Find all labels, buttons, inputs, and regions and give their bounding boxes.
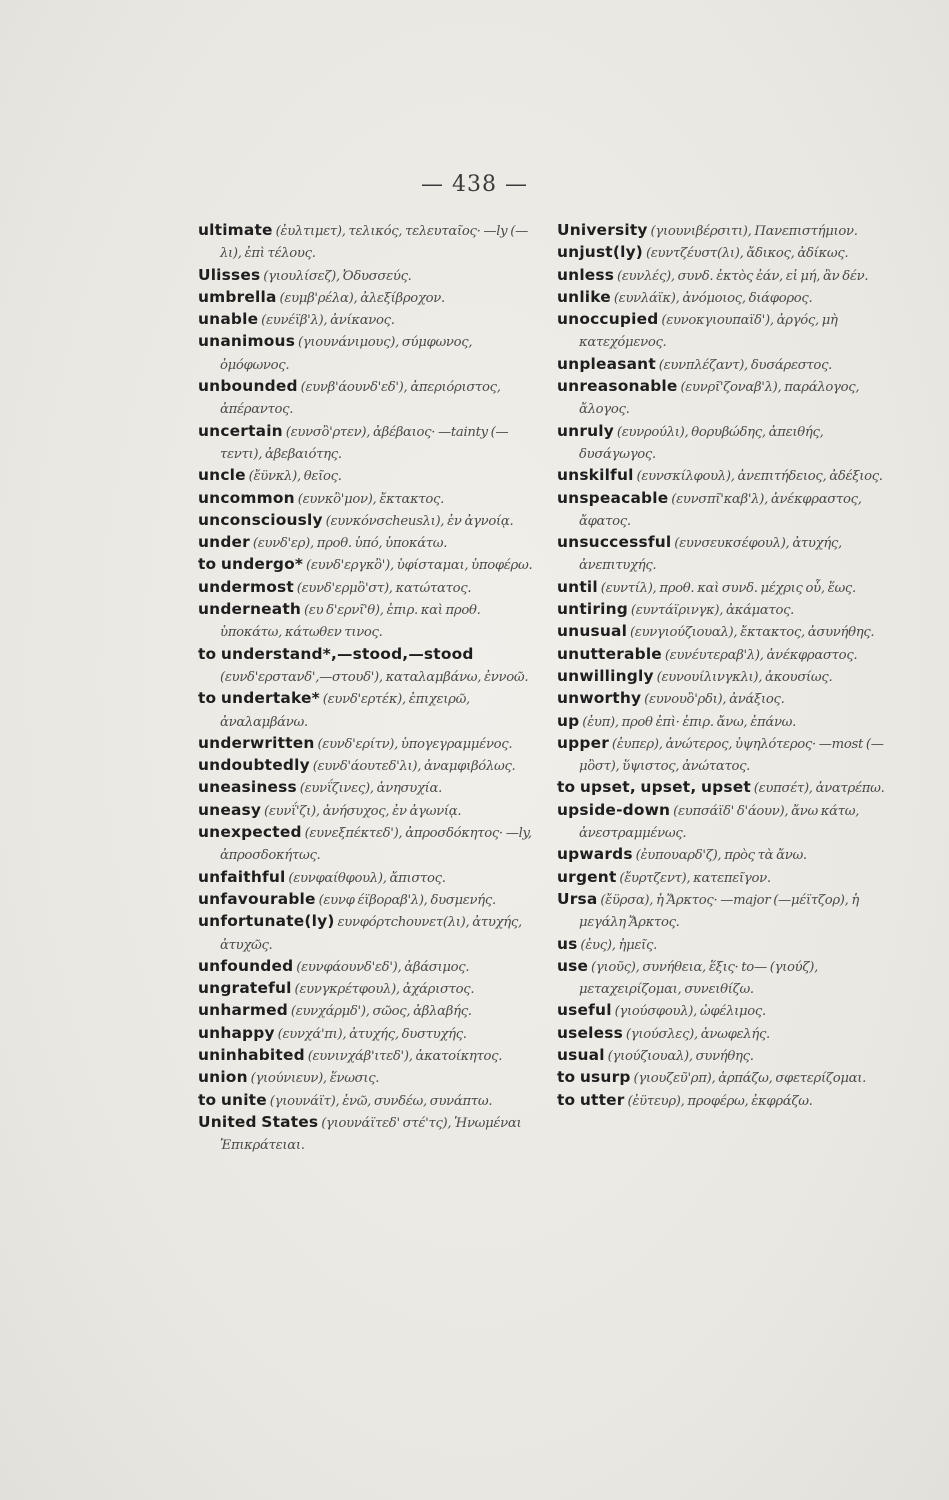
entry-definition: (ευ δ'ερνῖ'θ), ἐπιρ. καὶ προθ. ὑποκάτω, κάτωθεν τινος. [220, 603, 481, 641]
dictionary-entry [198, 1000, 538, 1022]
dictionary-entry [198, 287, 538, 309]
dictionary-entry [198, 956, 538, 978]
entry-headword: until [557, 577, 598, 596]
dictionary-entry [198, 1090, 538, 1112]
entry-headword: unexpected [198, 823, 302, 842]
entry-definition: (ευπσέτ), ἀνατρέπω. [750, 781, 885, 797]
entry-definition: (ευνκὂ'μον), ἔκτακτος. [294, 491, 445, 507]
dictionary-entry [557, 867, 897, 889]
entry-headword: unharmed [198, 1001, 288, 1020]
entry-definition: (γιουνιβέρσιτι), Πανεπιστήμιον. [647, 224, 858, 239]
entry-headword: up [557, 711, 580, 730]
entry-headword: uninhabited [198, 1045, 305, 1064]
entry-definition: (ἐυς), ἡμεῖς. [577, 937, 657, 953]
dictionary-entry [557, 733, 897, 778]
entry-headword: University [557, 221, 648, 239]
dictionary-entry [557, 621, 897, 643]
dictionary-entry [557, 1023, 897, 1045]
entry-headword: unanimous [198, 332, 296, 351]
dictionary-entry [198, 911, 538, 956]
entry-definition: (ευνσπῖ'καβ'λ), ἀνέκφραστος, ἄφατος. [579, 491, 862, 529]
dictionary-entry [198, 644, 538, 689]
entry-definition: (ευνέυτεραβ'λ), ἀνέκφραστος. [661, 647, 858, 663]
entry-definition: (ευνδ'ερτέκ), ἐπιχειρῶ, ἀναλαμβάνω. [220, 692, 470, 730]
entry-headword: under [198, 533, 250, 552]
entry-definition: (ευνοκγιουπαϊδ'), ἀργός, μὴ κατεχόμενος. [579, 313, 838, 351]
dictionary-entry [198, 755, 538, 777]
entry-headword: unfaithful [198, 867, 286, 886]
entry-headword: unusual [557, 622, 628, 641]
entry-definition: (ἐϋτευρ), προφέρω, ἐκφράζω. [624, 1093, 813, 1109]
dictionary-entry [557, 488, 897, 533]
entry-definition: (ευνΐ'ζι), ἀνήσυχος, ἐν ἀγωνίᾳ. [261, 803, 462, 819]
dictionary-entry [557, 309, 897, 354]
entry-definition: (ευνχά'πι), ἀτυχής, δυστυχής. [274, 1026, 467, 1042]
entry-definition: (ευνπλέζαντ), δυσάρεστος. [655, 357, 833, 373]
entry-definition: (ευνδ'ερστανδ',—στουδ'), καταλαμβάνω, ἐννοῶ. [220, 669, 529, 685]
entry-definition: (ευνδ'εργκὂ'), ὑφίσταμαι, ὑποφέρω. [303, 558, 533, 574]
entry-headword: uncommon [198, 488, 295, 507]
entry-headword: unless [557, 265, 615, 284]
dictionary-entry [198, 800, 538, 822]
entry-headword: undoubtedly [198, 756, 310, 775]
entry-definition: (ευνβ'άουνδ'εδ'), ἀπεριόριστος, ἀπέραντος. [220, 380, 501, 418]
dictionary-entry [557, 777, 897, 799]
entry-headword: to undertake* [198, 689, 320, 708]
dictionary-entry [198, 376, 538, 421]
dictionary-entry [198, 777, 538, 799]
entry-headword: unlike [557, 287, 611, 306]
dictionary-entry [557, 666, 897, 688]
entry-headword: upside-down [557, 800, 671, 819]
dictionary-entry [198, 599, 538, 644]
entry-headword: to usurp [557, 1068, 631, 1087]
entry-headword: to undergo* [198, 555, 304, 574]
entry-definition: (ἔϋρσα), ἡ Ἄρκτος· —major (—μέϊτζορ), ἡ μεγάλη Ἄρκτος. [579, 892, 860, 931]
entry-headword: untiring [557, 600, 628, 619]
dictionary-entry [198, 822, 538, 867]
entry-definition: (ἔϋνκλ), θεῖος. [245, 469, 342, 485]
entry-headword: ultimate [198, 221, 273, 239]
entry-headword: ungrateful [198, 979, 292, 998]
entry-headword: uncertain [198, 421, 283, 440]
entry-headword: urgent [557, 867, 617, 886]
entry-definition: (ευνρούλι), θορυβώδης, ἀπειθής, δυσάγωγος. [579, 424, 824, 462]
dictionary-entry [557, 1067, 897, 1089]
entry-headword: usual [557, 1045, 605, 1064]
entry-headword: unable [198, 310, 259, 329]
entry-headword: unwillingly [557, 666, 654, 685]
entry-definition: (ἔυρτζεντ), κατεπεῖγον. [616, 870, 771, 886]
dictionary-entry [198, 554, 538, 576]
entry-definition: (γιουνάϊτ), ἑνῶ, συνδέω, συνάπτω. [266, 1093, 493, 1109]
entry-definition: (ευνσκίλφουλ), ἀνεπιτήδειος, ἀδέξιος. [633, 469, 883, 485]
entry-definition: (ευνέϊβ'λ), ἀνίκανος. [258, 313, 395, 329]
entry-definition: (ευντάϊρινγκ), ἀκάματος. [628, 603, 795, 619]
dictionary-entry [198, 465, 538, 487]
dictionary-entry [198, 889, 538, 911]
entry-definition: (ευνχάρμδ'), σῶος, ἀβλαβής. [287, 1004, 472, 1020]
entry-headword: useless [557, 1023, 623, 1042]
entry-definition: (ευνφαίθφουλ), ἄπιστος. [285, 870, 446, 886]
dictionary-entry [557, 354, 897, 376]
entry-headword: unhappy [198, 1023, 275, 1042]
dictionary-entry [198, 488, 538, 510]
entry-headword: use [557, 956, 589, 975]
entry-headword: United States [198, 1112, 319, 1131]
dictionary-entry [198, 265, 538, 287]
entry-definition: (ευνγκρέτφουλ), ἀχάριστος. [291, 982, 475, 998]
dictionary-entry [557, 1090, 897, 1112]
entry-headword: unpleasant [557, 354, 656, 373]
entry-definition: (γιουνάϊτεδ' στέ'τς), Ἡνωμέναι Ἐπικράτειαι. [220, 1115, 522, 1154]
dictionary-entry [557, 577, 897, 599]
entry-headword: unfounded [198, 956, 294, 975]
dictionary-entry [557, 644, 897, 666]
dictionary-entry [198, 978, 538, 1000]
entry-headword: to upset, upset, upset [557, 778, 751, 797]
dictionary-entry [557, 889, 897, 934]
dictionary-entry [198, 688, 538, 733]
dictionary-entry [557, 287, 897, 309]
entry-definition: (ἐυλτιμετ), τελικός, τελευταῖος· —ly (—λι), ἐπὶ τέλους. [220, 224, 528, 262]
dictionary-entry [557, 465, 897, 487]
dictionary-entry [198, 510, 538, 532]
dictionary-entry [198, 532, 538, 554]
dictionary-entry [557, 800, 897, 845]
entry-definition: (ευνδ'ερμὂ'στ), κατώτατος. [293, 580, 472, 596]
dictionary-entry [198, 867, 538, 889]
dictionary-entry [198, 1112, 538, 1157]
dictionary-entry [557, 956, 897, 1001]
entry-headword: unfortunate(ly) [198, 912, 335, 931]
right-column [557, 220, 897, 1112]
entry-headword: unworthy [557, 689, 642, 708]
dictionary-entry [557, 844, 897, 866]
dictionary-entry [198, 733, 538, 755]
entry-headword: Ulisses [198, 265, 261, 284]
entry-headword: umbrella [198, 287, 277, 306]
entry-headword: uncle [198, 466, 246, 485]
entry-definition: (ευνλές), συνδ. ἐκτὸς ἐάν, εἰ μή, ἂν δέν. [614, 268, 869, 284]
dictionary-entry [557, 265, 897, 287]
dictionary-entry [557, 220, 897, 242]
dictionary-entry [557, 1000, 897, 1022]
dictionary-entry [557, 711, 897, 733]
left-column [198, 220, 538, 1156]
entry-definition: (ευνσευκσέφουλ), ἀτυχής, ἀνεπιτυχής. [579, 536, 842, 574]
dictionary-entry [198, 1067, 538, 1089]
entry-definition: (ευνδ'ερ), προθ. ὑπό, ὑποκάτω. [249, 536, 448, 552]
dictionary-entry [557, 421, 897, 466]
entry-headword: Ursa [557, 889, 598, 908]
entry-headword: unjust(ly) [557, 243, 644, 262]
entry-headword: union [198, 1068, 248, 1087]
entry-headword: to understand*,—stood,—stood [198, 644, 474, 663]
entry-definition: (ευντίλ), προθ. καὶ συνδ. μέχρις οὗ, ἕως. [597, 580, 856, 596]
entry-definition: (ευνρῖ'ζοναβ'λ), παράλογος, ἄλογος. [579, 380, 860, 418]
entry-headword: unskilful [557, 466, 634, 485]
entry-definition: (γιουζεῦ'ρπ), ἁρπάζω, σφετερίζομαι. [630, 1071, 866, 1087]
entry-headword: unoccupied [557, 310, 659, 329]
entry-headword: uneasiness [198, 778, 297, 797]
entry-definition: (ευνφάουνδ'εδ'), ἀβάσιμος. [293, 959, 470, 975]
entry-headword: unruly [557, 421, 614, 440]
entry-headword: to utter [557, 1090, 625, 1109]
entry-definition: (γιούζιουαλ), συνήθης. [604, 1048, 754, 1064]
entry-headword: unutterable [557, 644, 662, 663]
dictionary-entry [557, 1045, 897, 1067]
dictionary-entry [557, 532, 897, 577]
entry-definition: (ευνΐζινες), ἀνησυχία. [296, 781, 443, 797]
entry-headword: undermost [198, 577, 294, 596]
entry-headword: unconsciously [198, 510, 323, 529]
dictionary-entry [198, 220, 538, 265]
dictionary-entry [198, 1045, 538, 1067]
entry-headword: upper [557, 733, 610, 752]
entry-definition: (γιούνιευν), ἕνωσις. [247, 1071, 380, 1087]
entry-headword: upwards [557, 845, 633, 864]
entry-headword: uneasy [198, 800, 262, 819]
entry-definition: (ευνδ'ερίτν), ὑπογεγραμμένος. [314, 736, 513, 752]
entry-definition: (γιουλίσεζ), Ὀδυσσεύς. [260, 268, 412, 284]
dictionary-entry [198, 421, 538, 466]
entry-definition: (γιουνάνιμους), σύμφωνος, ὁμόφωνος. [220, 335, 473, 373]
entry-headword: unspeacable [557, 488, 669, 507]
page-number: — 438 — [421, 172, 528, 197]
dictionary-entry [198, 331, 538, 376]
dictionary-entry [557, 688, 897, 710]
entry-definition: (ευνσὂ'ρτεν), ἀβέβαιος· —tainty (—τεντι), ἀβεβαιότης. [220, 424, 509, 462]
dictionary-entry [557, 376, 897, 421]
dictionary-entry [198, 577, 538, 599]
entry-definition: (ευνδ'άουτεδ'λι), ἀναμφιβόλως. [309, 759, 516, 775]
entry-definition: (ευπσάϊδ' δ'άουν), ἄνω κάτω, ἀνεστραμμένως. [579, 803, 860, 842]
dictionary-entry [198, 309, 538, 331]
dictionary-entry [557, 242, 897, 264]
entry-definition: (ευνλάϊκ), ἀνόμοιος, διάφορος. [610, 290, 813, 306]
entry-definition: (γιούσφουλ), ὠφέλιμος. [611, 1004, 766, 1020]
entry-definition: (ευνουὂ'ρδι), ἀνάξιος. [641, 692, 785, 708]
entry-definition: ευνφόρτchουνετ(λι), ἀτυχής, ἀτυχῶς. [220, 915, 522, 953]
entry-headword: underneath [198, 600, 302, 619]
entry-headword: unfavourable [198, 889, 316, 908]
dictionary-entry [198, 1023, 538, 1045]
entry-definition: (ευνκόνσcheusλι), ἐν ἀγνοίᾳ. [322, 513, 514, 529]
dictionary-entry [557, 599, 897, 621]
entry-definition: (ευνινχάβ'ιτεδ'), ἀκατοίκητος. [304, 1048, 503, 1064]
entry-headword: to unite [198, 1090, 267, 1109]
entry-definition: (ευμβ'ρέλα), ἀλεξίβροχον. [276, 290, 445, 306]
entry-definition: (ευντζέυστ(λι), ἄδικος, ἀδίκως. [643, 246, 849, 262]
entry-definition: (ευνφ έϊβοραβ'λ), δυσμενής. [315, 892, 496, 908]
entry-definition: (ευνεξπέκτεδ'), ἀπροσδόκητος· —ly, ἀπροσδοκήτως. [220, 826, 532, 864]
entry-headword: unreasonable [557, 377, 678, 396]
entry-definition: (ευνουίλινγκλι), ἀκουσίως. [653, 669, 833, 685]
entry-headword: underwritten [198, 733, 315, 752]
entry-headword: useful [557, 1001, 612, 1020]
entry-definition: (ἐυπουαρδ'ζ), πρὸς τὰ ἄνω. [632, 848, 807, 864]
entry-headword: unsuccessful [557, 533, 672, 552]
entry-headword: unbounded [198, 377, 298, 396]
entry-headword: us [557, 934, 578, 953]
entry-definition: (ευνγιούζιουαλ), ἔκτακτος, ἀσυνήθης. [627, 625, 875, 641]
dictionary-entry [557, 934, 897, 956]
entry-definition: (γιούσλες), ἀνωφελής. [623, 1026, 770, 1042]
entry-definition: (γιοῦς), συνήθεια, ἕξις· to— (γιούζ), μεταχειρίζομαι, συνειθίζω. [579, 959, 818, 998]
entry-definition: (ἐυπ), προθ ἐπὶ· ἐπιρ. ἄνω, ἐπάνω. [579, 714, 797, 730]
entry-definition: (ἐυπερ), ἀνώτερος, ὑψηλότερος· —most (—μὂστ), ὕψιστος, ἀνώτατος. [579, 736, 884, 775]
